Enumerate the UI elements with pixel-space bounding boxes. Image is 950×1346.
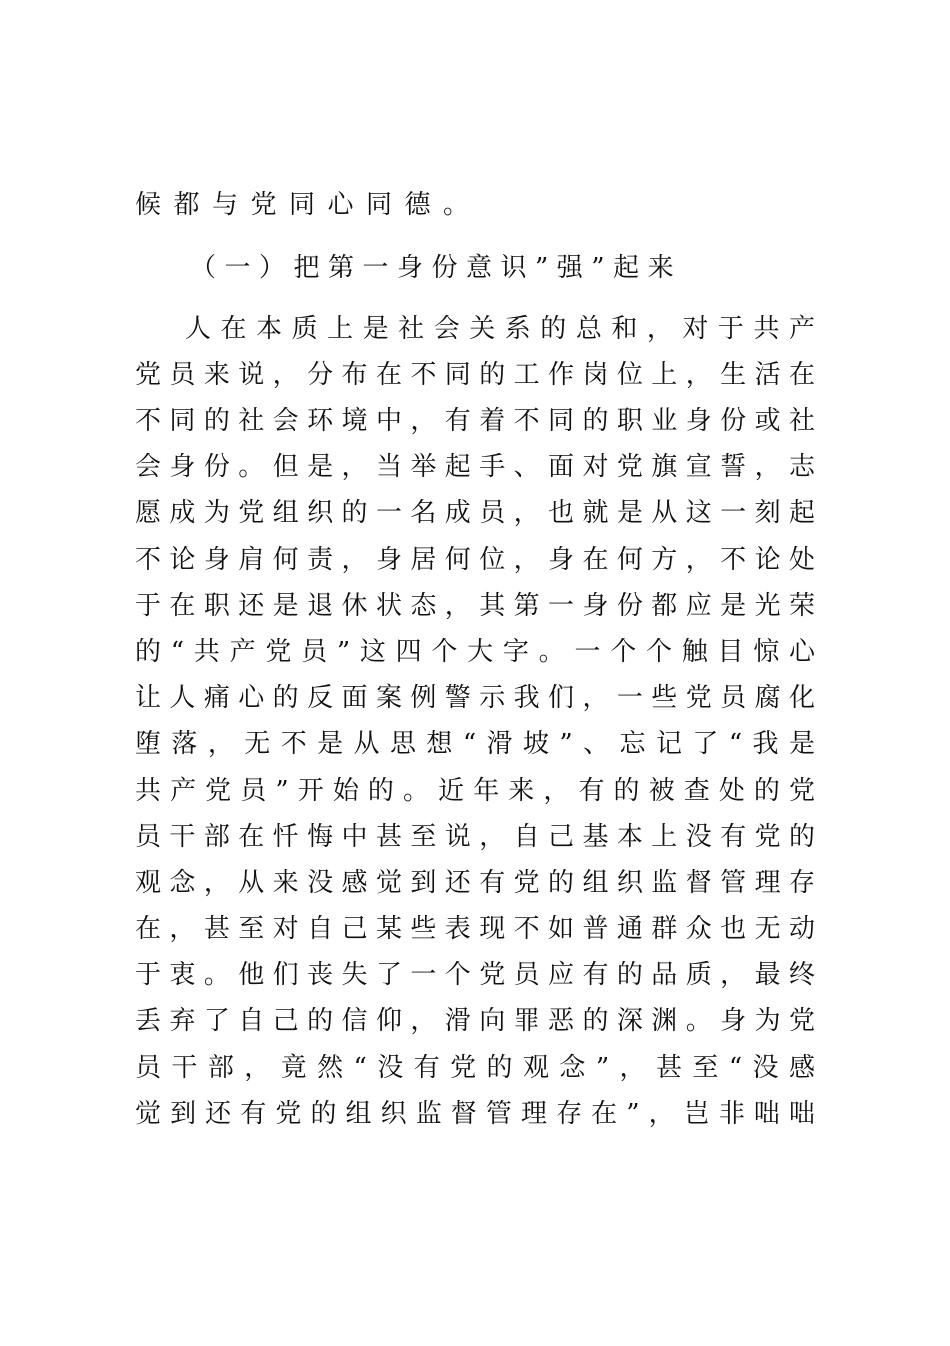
paragraph-line: 觉​到​还​有​党​的​组​织​监​督​管​理​存​在​”​，​岂​非​咄​咄: [135, 1099, 815, 1129]
paragraph-line: 人​在​本​质​上​是​社​会​关​系​的​总​和​，​对​于​共​产: [185, 314, 815, 344]
paragraph-line: 在​，​甚​至​对​自​己​某​些​表​现​不​如​普​通​群​众​也​无​动: [135, 914, 815, 944]
paragraph-line: 共​产​党​员​”​开​始​的​。​近​年​来​，​有​的​被​查​处​的​党: [135, 776, 815, 806]
paragraph-line: 党​员​来​说​，​分​布​在​不​同​的​工​作​岗​位​上​，​生​活​在: [135, 360, 815, 390]
paragraph-line: 让​人​痛​心​的​反​面​案​例​警​示​我​们​，​一​些​党​员​腐​化: [135, 683, 815, 713]
paragraph-line: 员​干​部​在​忏​悔​中​甚​至​说​，​自​己​基​本​上​没​有​党​的: [135, 822, 815, 852]
paragraph-line: 不​同​的​社​会​环​境​中​，​有​着​不​同​的​职​业​身​份​或​社: [135, 406, 815, 436]
section-heading: （一）把第一身份意识”强”起来: [190, 253, 683, 283]
continuation-line: 候都与党同心同德。: [135, 190, 482, 220]
paragraph-line: 愿​成​为​党​组​织​的​一​名​成​员​，​也​就​是​从​这​一​刻​起: [135, 498, 815, 528]
paragraph-line: 不​论​身​肩​何​责​，​身​居​何​位​，​身​在​何​方​，​不​论​处: [135, 545, 815, 575]
paragraph-line: 堕​落​，​无​不​是​从​思​想​“​滑​坡​”​、​忘​记​了​“​我​是: [135, 729, 815, 759]
paragraph-line: 丢​弃​了​自​己​的​信​仰​，​滑​向​罪​恶​的​深​渊​。​身​为​党: [135, 1006, 815, 1036]
paragraph-line: 的​“​共​产​党​员​”​这​四​个​大​字​。​一​个​个​触​目​惊​心: [135, 637, 815, 667]
paragraph-line: 会​身​份​。​但​是​，​当​举​起​手​、​面​对​党​旗​宣​誓​，​志: [135, 452, 815, 482]
paragraph-line: 于​在​职​还​是​退​休​状​态​，​其​第​一​身​份​都​应​是​光​荣: [135, 591, 815, 621]
paragraph-line: 观​念​，​从​来​没​感​觉​到​还​有​党​的​组​织​监​督​管​理​存: [135, 868, 815, 898]
paragraph-line: 员​干​部​，​竟​然​“​没​有​党​的​观​念​”​，​甚​至​“​没​感: [135, 1053, 815, 1083]
paragraph-line: 于​衷​。​他​们​丧​失​了​一​个​党​员​应​有​的​品​质​，​最​终: [135, 960, 815, 990]
